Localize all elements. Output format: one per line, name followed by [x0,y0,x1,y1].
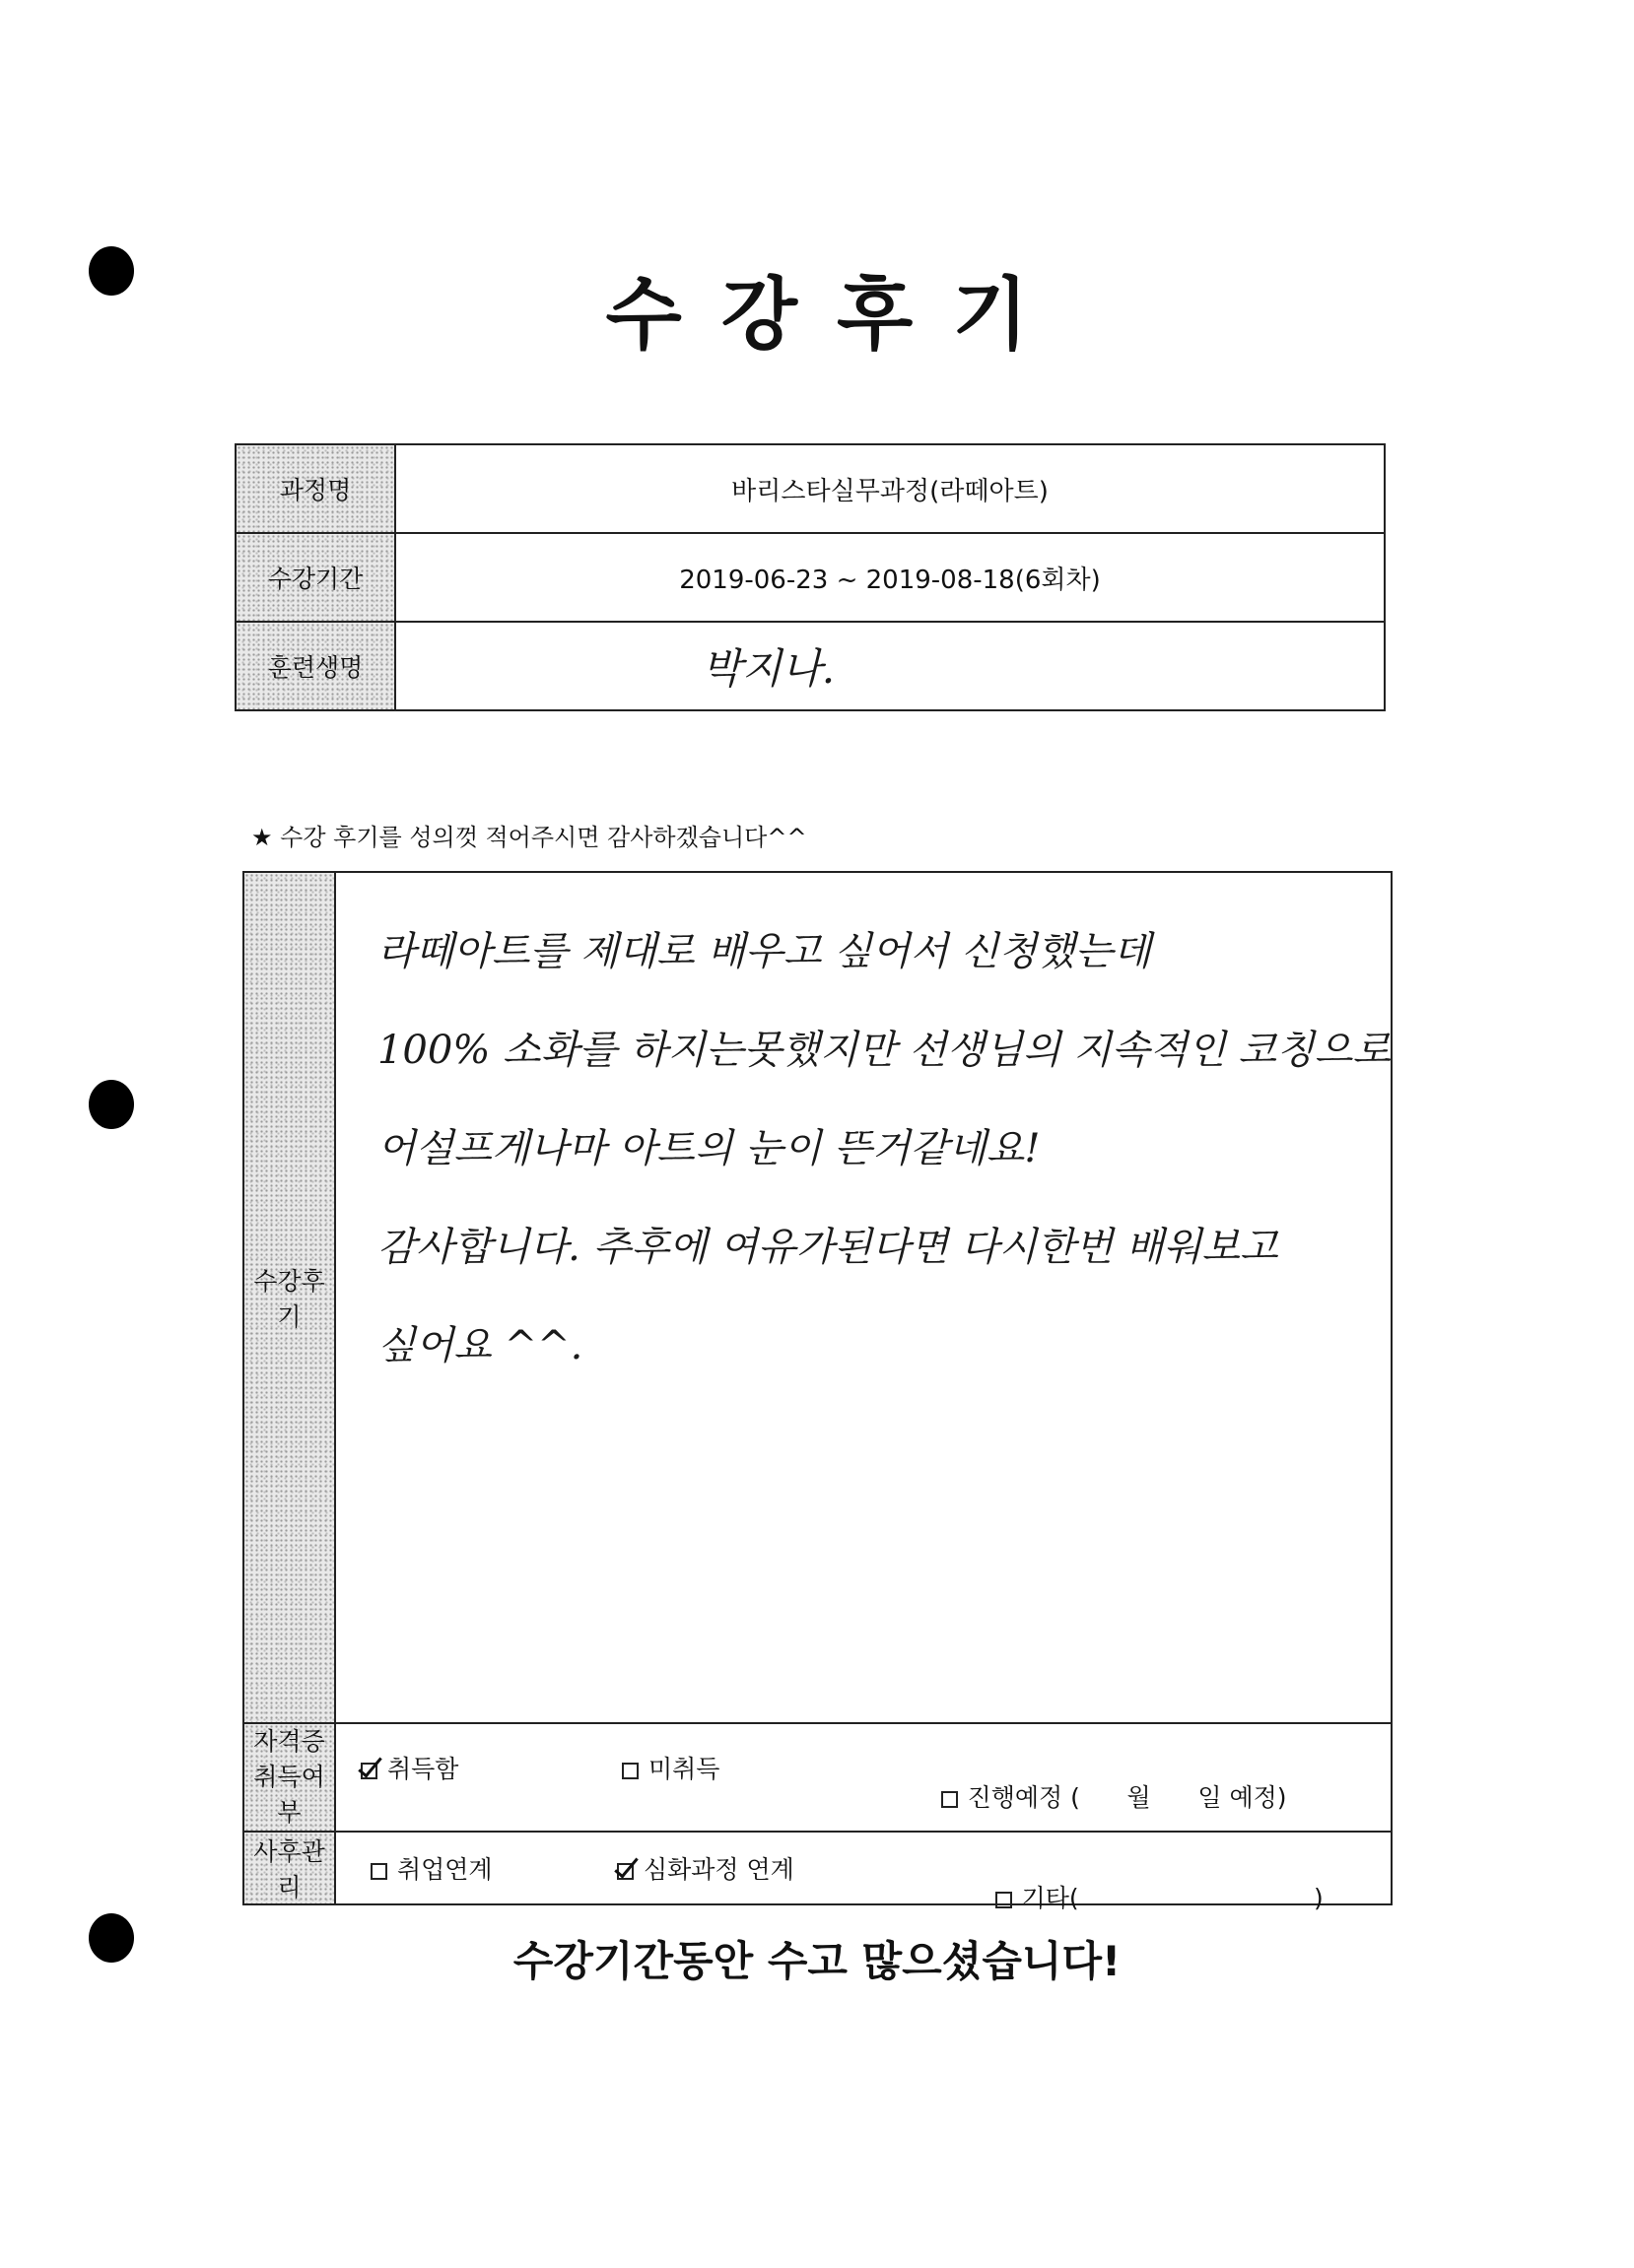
checkbox-empty-icon[interactable] [622,1763,639,1779]
aftercare-label: 사후관리 [243,1832,335,1904]
cert-option-not-acquired-label: 미취득 [647,1755,720,1783]
cert-option-acquired-label: 취득함 [386,1755,459,1783]
instruction-note: ★ 수강 후기를 성의껏 적어주시면 감사하겠습니다^^ [251,824,807,851]
review-line-3: 어설프게나마 아트의 눈이 뜬거같네요! [376,1126,1041,1171]
page-title: 수강후기 [605,269,1068,361]
course-name-label: 과정명 [236,444,395,533]
punch-hole-middle [89,1080,134,1129]
certification-label-line2: 취득여부 [253,1763,325,1827]
course-name-value: 바리스타실무과정(라떼아트) [395,444,1385,533]
aftercare-option-employment-label: 취업연계 [396,1855,493,1884]
aftercare-option-advanced-course[interactable] [617,1850,794,1886]
closing-message: 수강기간동안 수고 많으셨습니다! [512,1937,1122,1985]
trainee-name-handwritten: 박지나. [395,622,1385,710]
review-line-4: 감사합니다. 추후에 여유가된다면 다시한번 배워보고 [376,1225,1278,1270]
trainee-row [236,622,1385,710]
cert-option-not-acquired[interactable] [622,1750,719,1785]
aftercare-row [243,1832,1392,1904]
course-period-value: 2019-06-23 ~ 2019-08-18(6회차) [395,533,1385,622]
checkbox-empty-icon[interactable] [941,1791,958,1808]
course-info-table [235,443,1386,711]
course-name-row [236,444,1385,533]
review-line-2: 100% 소화를 하지는못했지만 선생님의 지속적인 코칭으로 [376,1028,1391,1073]
review-text-area [335,872,1392,1723]
checkbox-checked-icon[interactable] [361,1763,377,1779]
review-table [242,871,1393,1912]
cert-option-acquired[interactable] [361,1750,458,1785]
review-label: 수강후기 [243,872,335,1723]
course-period-row [236,533,1385,622]
review-row [243,872,1392,1723]
aftercare-option-advanced-course-label: 심화과정 연계 [643,1855,794,1884]
certification-options [335,1723,1392,1832]
checkbox-checked-icon[interactable] [617,1863,634,1880]
cert-option-planned-label: 진행예정 ( 월 일 예정) [967,1783,1287,1812]
trainee-label: 훈련생명 [236,622,395,710]
course-period-label: 수강기간 [236,533,395,622]
aftercare-option-employment[interactable] [371,1850,493,1886]
certification-label [243,1723,335,1832]
checkbox-empty-icon[interactable] [371,1863,387,1880]
cert-option-planned[interactable] [878,1750,1287,1842]
certification-label-line1: 자격증 [253,1727,325,1756]
aftercare-option-other-label: 기타( ) [1021,1884,1324,1912]
checkbox-empty-icon[interactable] [995,1892,1012,1908]
aftercare-options [335,1832,1392,1912]
review-line-1: 라떼아트를 제대로 배우고 싶어서 신청했는데 [376,929,1152,974]
review-line-5: 싶어요 ^^. [376,1323,583,1368]
certification-row [243,1723,1392,1832]
